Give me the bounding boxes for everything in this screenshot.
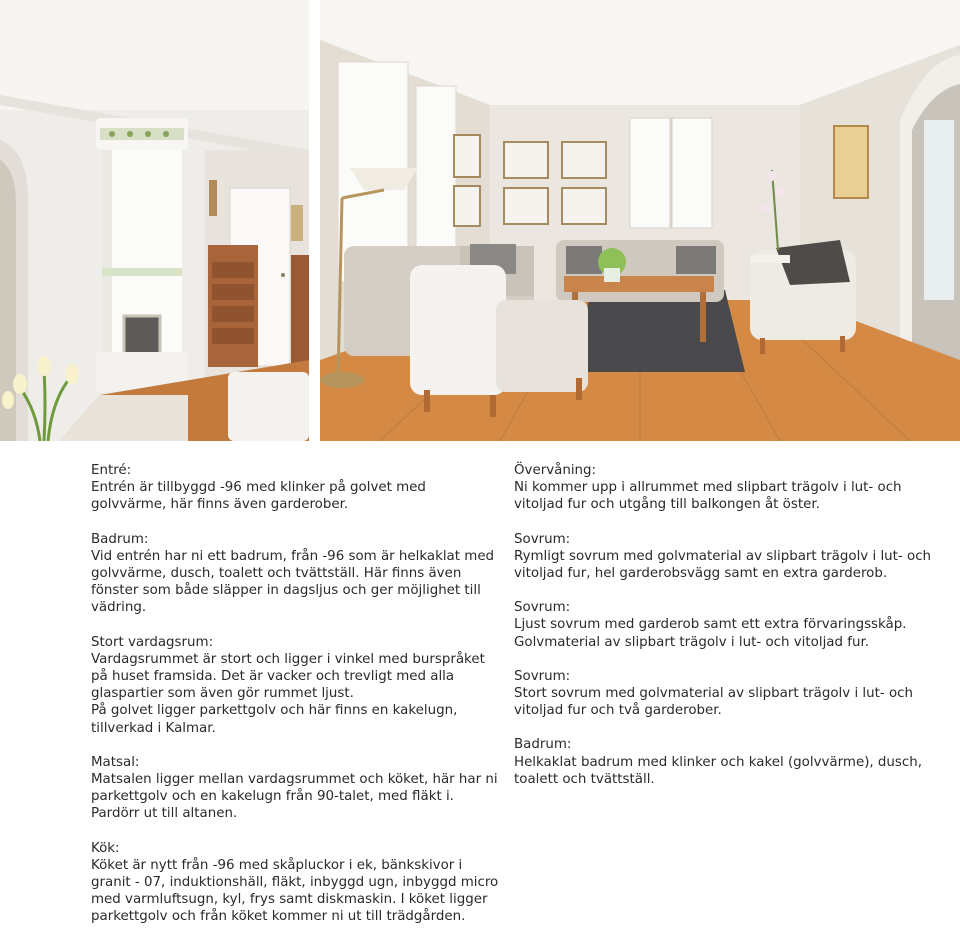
section-text: På golvet ligger parkettgolv och här finns en kakelugn, tillverkad i Kalmar. [91,703,458,736]
section-badrum-upper [514,736,934,788]
section-kok [91,840,503,926]
section-text: Matsalen ligger mellan vardagsrummet och köket, här har ni parkettgolv och en kakelugn från 90-talet, med fläkt i. Pardörr ut till altanen. [91,772,498,822]
photo-entrance [0,0,309,441]
section-overvaning [514,462,934,514]
section-heading: Kök: [91,840,120,856]
section-badrum [91,531,503,617]
section-sovrum-3 [514,668,934,720]
section-heading: Sovrum: [514,600,571,616]
section-text: Ni kommer upp i allrummet med slipbart trägolv i lut- och vitoljad fur och utgång till balkongen åt öster. [514,480,902,513]
living-room-photo-illustration [320,0,960,441]
section-text: Entrén är tillbyggd -96 med klinker på golvet med golvvärme, här finns även garderober. [91,480,426,513]
section-text: Stort sovrum med golvmaterial av slipbart trägolv i lut- och vitoljad fur och två garderober. [514,686,914,719]
section-heading: Badrum: [91,531,149,547]
section-text: Ljust sovrum med garderob samt ett extra förvaringsskåp. Golvmaterial av slipbart trägolv i lut- och vitoljad fur. [514,617,907,650]
section-text: Helkaklat badrum med klinker och kakel (golvvärme), dusch, toalett och tvättställ. [514,754,923,787]
entrance-photo-illustration [0,0,309,441]
section-text: Köket är nytt från -96 med skåpluckor i ek, bänkskivor i granit - 07, induktionshäll, fläkt, inbyggd ugn, inbyggd micro med varmluftsugn, kyl, frys samt diskmaskin. I köket ligger parkettgolv och från köket kommer ni ut till trädgården. [91,857,499,925]
description-left-column [91,462,503,943]
section-stort-vardagsrum [91,634,503,737]
section-text: Vid entrén har ni ett badrum, från -96 som är helkaklat med golvvärme, dusch, toalett och tvättställ. Här finns även fönster som både släpper in dagsljus och ger möjlighet till vädring. [91,548,495,616]
section-text: Vardagsrummet är stort och ligger i vinkel med burspråket på huset framsida. Det är vacker och trevligt med alla glaspartier som även gör rummet ljust. [91,651,485,702]
section-heading: Badrum: [514,737,572,753]
section-matsal [91,754,503,823]
section-heading: Entré: [91,463,132,478]
section-text: Rymligt sovrum med golvmaterial av slipbart trägolv i lut- och vitoljad fur, hel garderobsvägg samt en extra garderob. [514,548,932,582]
description-right-column [514,462,934,805]
section-sovrum-1 [514,531,934,583]
section-heading: Stort vardagsrum: [91,634,214,650]
photo-living-room [320,0,960,441]
section-entre [91,462,503,514]
section-heading: Matsal: [91,754,140,770]
section-heading: Övervåning: [514,463,597,478]
section-heading: Sovrum: [514,668,571,684]
section-heading: Sovrum: [514,531,571,547]
section-sovrum-2 [514,599,934,651]
